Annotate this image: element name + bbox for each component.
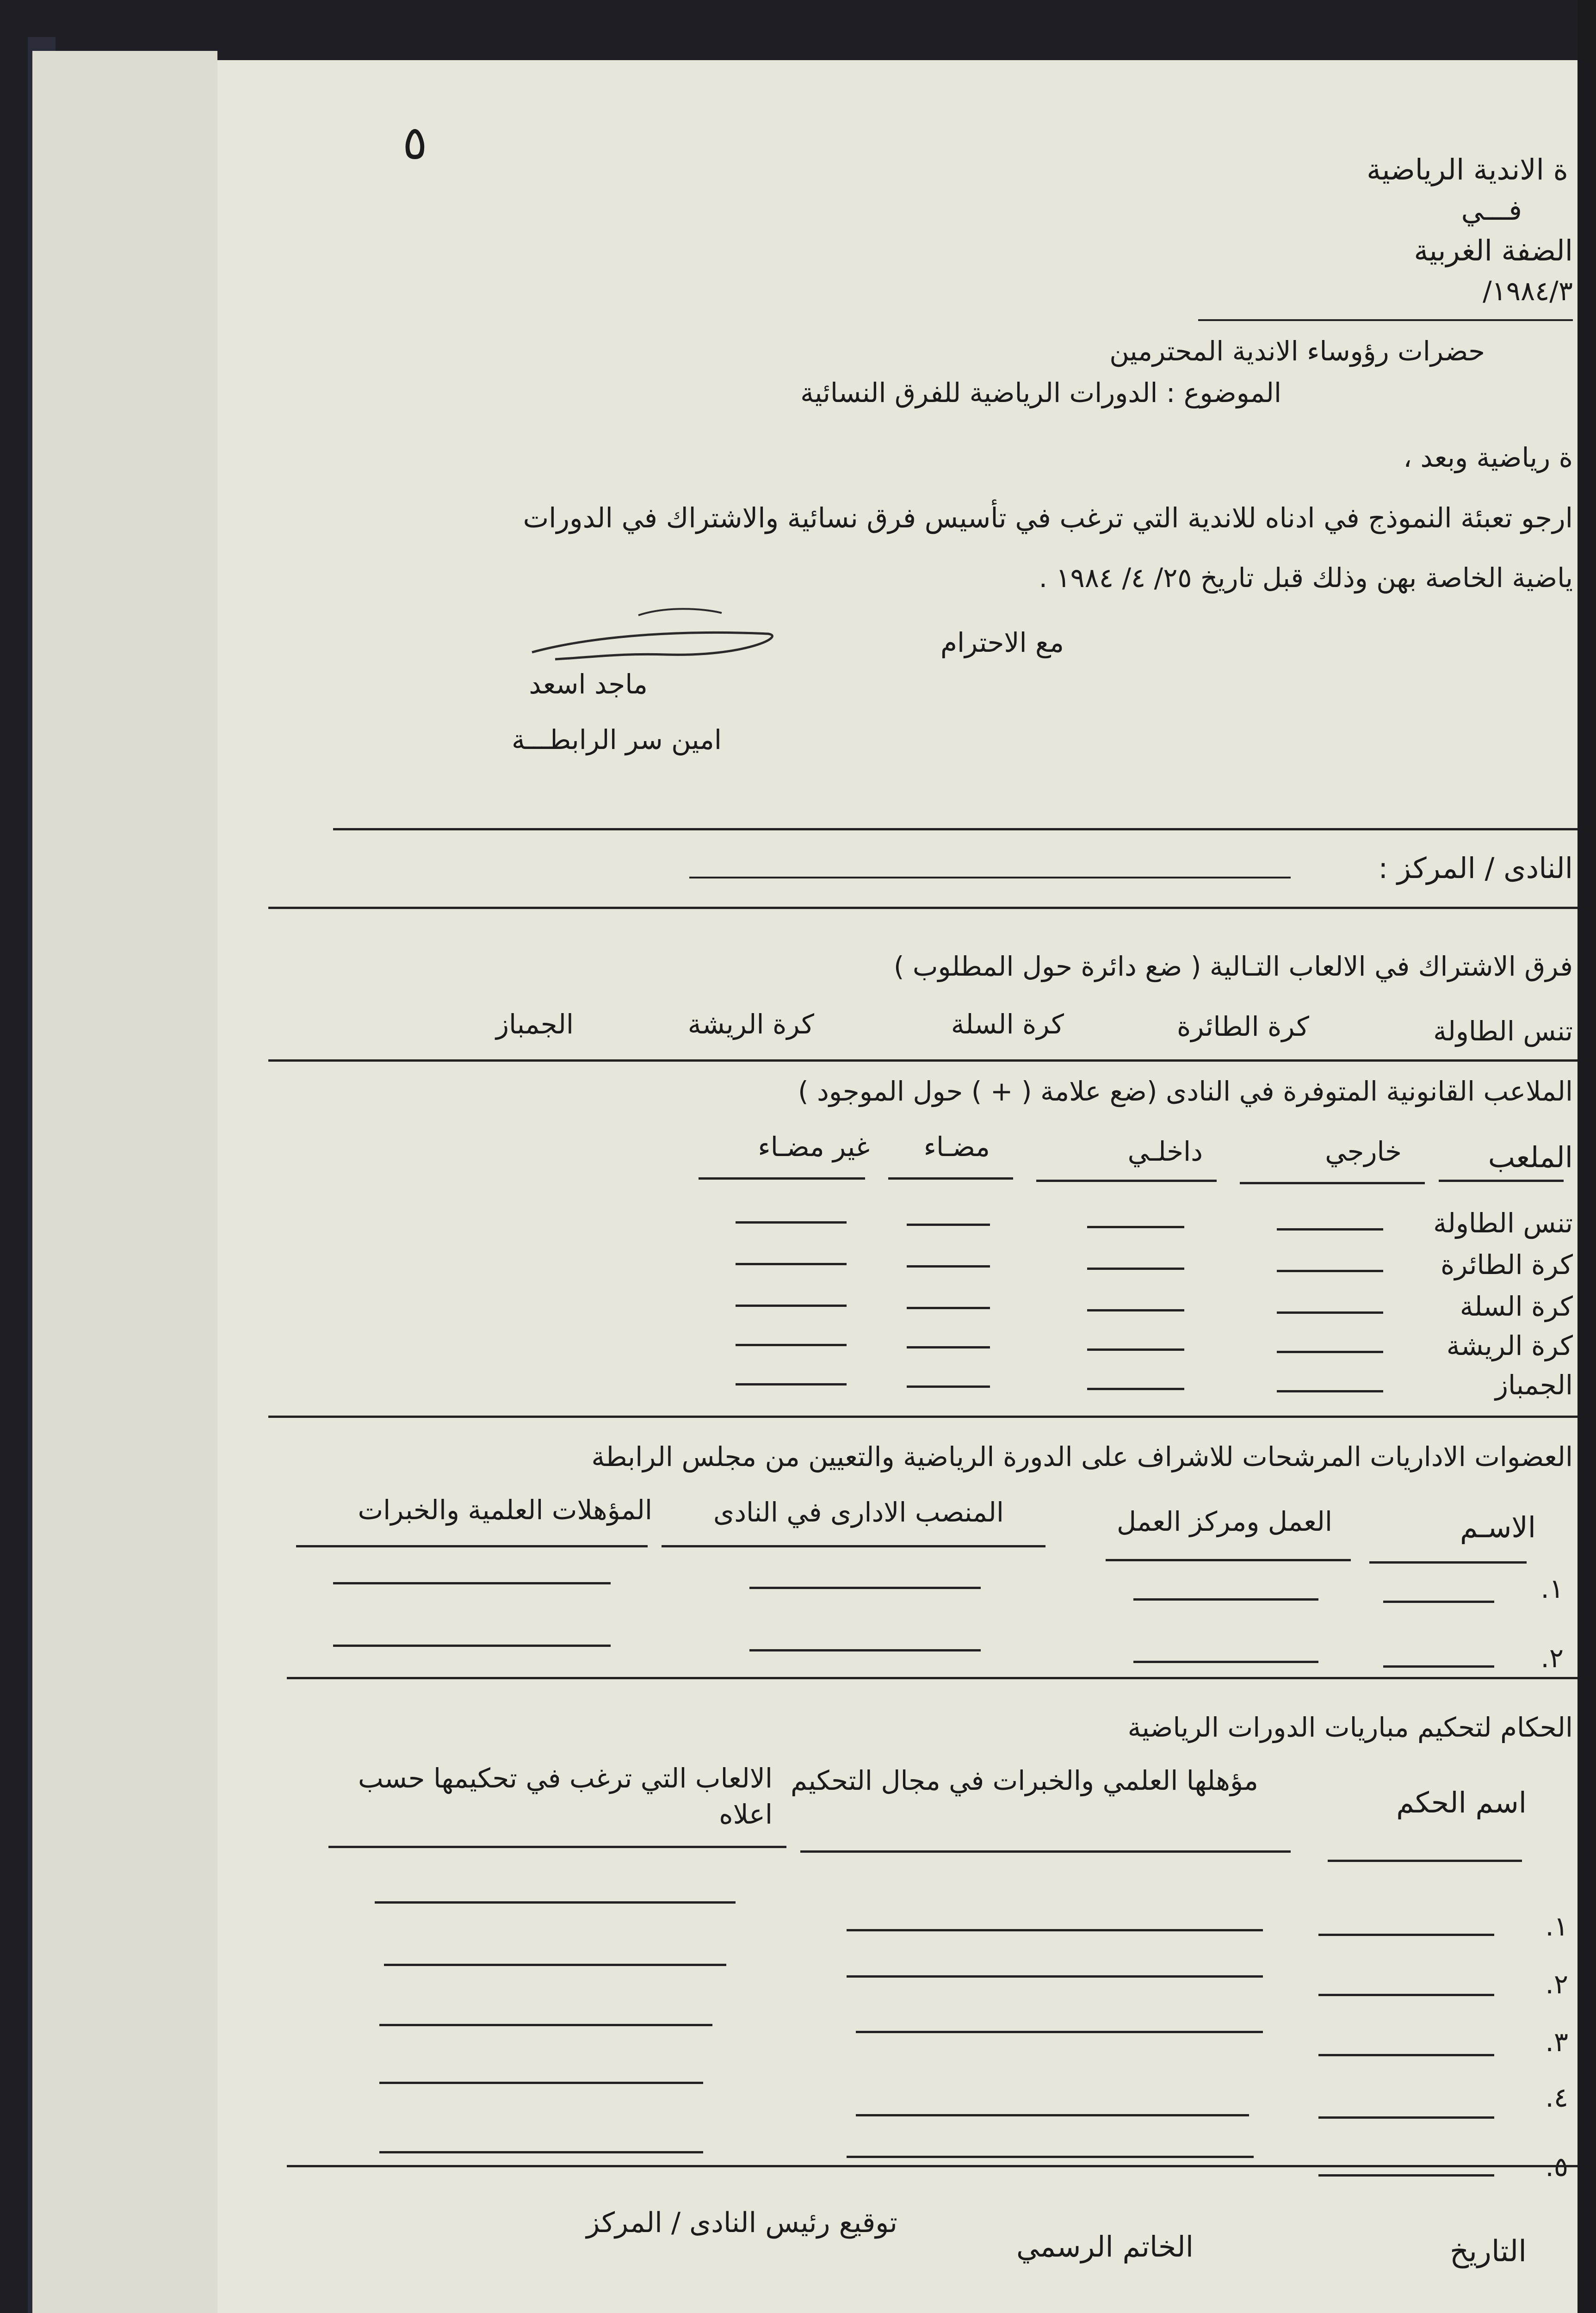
court-blank[interactable] xyxy=(1277,1390,1383,1392)
footer-date-label: التاريخ xyxy=(1449,2234,1527,2269)
letter-body-2: ياضية الخاصة بهن وذلك قبل تاريخ ٢٥/ ٤/ ١٩٨٤ . xyxy=(1039,562,1573,594)
game-gymnastics: الجمباز xyxy=(496,1008,574,1040)
admins-header-underline xyxy=(1369,1561,1527,1564)
court-blank[interactable] xyxy=(907,1265,990,1268)
page-edge xyxy=(1577,0,1596,2313)
footer-stamp-label: الخاتم الرسمي xyxy=(1016,2230,1194,2264)
courts-row-volleyball: كرة الطائرة xyxy=(1440,1249,1573,1280)
referee-blank[interactable] xyxy=(847,1975,1263,1978)
admins-row-num: ٢. xyxy=(1540,1642,1564,1674)
admin-blank[interactable] xyxy=(749,1587,981,1589)
court-blank[interactable] xyxy=(736,1221,847,1224)
court-blank[interactable] xyxy=(1277,1270,1383,1272)
referees-header-underline xyxy=(1328,1860,1522,1862)
admin-blank[interactable] xyxy=(1383,1601,1494,1603)
game-badminton: كرة الريشة xyxy=(687,1008,814,1040)
admins-header-underline xyxy=(296,1545,648,1547)
courts-title: الملاعب القانونية المتوفرة في النادى (ضع علامة ( + ) حول الموجود ) xyxy=(798,1076,1573,1107)
footer-signature-label: توقيع رئيس النادى / المركز xyxy=(586,2207,897,2239)
court-blank[interactable] xyxy=(907,1307,990,1309)
letter-body-1: ارجو تعبئة النموذج في ادناه للاندية التي ترغب في تأسيس فرق نسائية والاشتراك في الدورات xyxy=(523,502,1573,534)
courts-header-lit: مضـاء xyxy=(923,1131,990,1163)
court-blank[interactable] xyxy=(736,1383,847,1385)
letter-closing: مع الاحترام xyxy=(940,627,1064,658)
admins-title: العضوات الاداريات المرشحات للاشراف على الدورة الرياضية والتعيين من مجلس الرابطة xyxy=(591,1441,1573,1472)
signer-name: ماجد اسعد xyxy=(529,668,648,700)
referee-blank[interactable] xyxy=(847,1929,1263,1931)
courts-header-underline xyxy=(1240,1182,1425,1184)
admins-header-underline xyxy=(1106,1559,1351,1561)
courts-header-underline xyxy=(699,1177,865,1180)
admin-blank[interactable] xyxy=(749,1649,981,1651)
court-blank[interactable] xyxy=(1087,1388,1184,1390)
header-in: فـــي xyxy=(1461,194,1522,227)
admin-blank[interactable] xyxy=(333,1582,611,1584)
referee-blank[interactable] xyxy=(379,2024,712,2026)
referees-title: الحكام لتحكيم مباريات الدورات الرياضية xyxy=(1127,1712,1573,1743)
referee-blank[interactable] xyxy=(1318,2174,1494,2177)
referee-blank[interactable] xyxy=(856,2114,1249,2116)
referee-blank[interactable] xyxy=(1318,1994,1494,1996)
admins-header-name: الاسـم xyxy=(1460,1510,1536,1544)
court-blank[interactable] xyxy=(736,1305,847,1307)
header-rule xyxy=(1198,319,1573,321)
referees-header-underline xyxy=(328,1846,786,1848)
page-number: ٥ xyxy=(402,116,427,170)
signature xyxy=(527,601,786,666)
header-org: ة الاندية الرياضية xyxy=(1367,153,1568,186)
court-blank[interactable] xyxy=(907,1224,990,1226)
rule-1 xyxy=(333,828,1577,830)
court-blank[interactable] xyxy=(1277,1228,1383,1231)
header-date: ١٩٨٤/٣/ xyxy=(1483,275,1573,307)
courts-row-table-tennis: تنس الطاولة xyxy=(1433,1207,1573,1239)
referee-blank[interactable] xyxy=(1318,2054,1494,2056)
admin-blank[interactable] xyxy=(1133,1661,1318,1663)
referees-header-qualifications: مؤهلها العلمي والخبرات في مجال التحكيم xyxy=(791,1765,1258,1796)
rule-6 xyxy=(287,2165,1577,2167)
teams-title: فرق الاشتراك في الالعاب التـالية ( ضع دائرة حول المطلوب ) xyxy=(893,951,1573,982)
courts-header-underline xyxy=(1036,1180,1217,1182)
court-blank[interactable] xyxy=(1087,1226,1184,1228)
referee-blank[interactable] xyxy=(856,2031,1263,2033)
referees-row-num: ٤. xyxy=(1545,2082,1568,2113)
courts-header-indoor: داخلـي xyxy=(1127,1136,1203,1167)
game-volleyball: كرة الطائرة xyxy=(1176,1011,1309,1042)
letter-subject: الموضوع : الدورات الرياضية للفرق النسائية xyxy=(800,377,1281,408)
game-basketball: كرة السلة xyxy=(951,1008,1064,1040)
referee-blank[interactable] xyxy=(379,2151,703,2153)
courts-row-badminton: كرة الريشة xyxy=(1446,1330,1573,1361)
referees-header-underline xyxy=(800,1850,1291,1853)
admins-header-underline xyxy=(662,1545,1045,1547)
rule-5 xyxy=(287,1677,1577,1679)
court-blank[interactable] xyxy=(736,1263,847,1265)
referee-blank[interactable] xyxy=(1318,2116,1494,2119)
header-region: الضفة الغربية xyxy=(1414,234,1573,267)
binding-margin xyxy=(32,51,217,2313)
court-blank[interactable] xyxy=(736,1344,847,1346)
referee-blank[interactable] xyxy=(375,1901,736,1904)
court-blank[interactable] xyxy=(1087,1348,1184,1351)
letter-addressee: حضرات رؤوساء الاندية المحترمين xyxy=(1109,335,1485,367)
admins-header-position: المنصب الادارى في النادى xyxy=(713,1497,1004,1528)
rule-4 xyxy=(268,1416,1577,1418)
courts-header-court: الملعب xyxy=(1488,1140,1573,1174)
court-blank[interactable] xyxy=(1087,1268,1184,1270)
admin-blank[interactable] xyxy=(1383,1665,1494,1668)
courts-row-gymnastics: الجمباز xyxy=(1495,1369,1573,1401)
court-blank[interactable] xyxy=(907,1346,990,1348)
admins-header-qualifications: المؤهلات العلمية والخبرات xyxy=(358,1494,652,1526)
club-field-line[interactable] xyxy=(689,877,1291,878)
courts-header-underline xyxy=(888,1177,1013,1180)
admin-blank[interactable] xyxy=(1133,1598,1318,1601)
court-blank[interactable] xyxy=(1277,1351,1383,1353)
referees-row-num: ١. xyxy=(1545,1911,1568,1942)
referees-row-num: ٢. xyxy=(1545,1968,1568,2000)
referee-blank[interactable] xyxy=(1318,1934,1494,1936)
courts-header-underline xyxy=(1439,1180,1564,1182)
referee-blank[interactable] xyxy=(847,2156,1254,2158)
admin-blank[interactable] xyxy=(333,1645,611,1647)
club-label: النادى / المركز : xyxy=(1378,851,1573,885)
admins-row-num: ١. xyxy=(1540,1573,1564,1604)
referee-blank[interactable] xyxy=(379,2082,703,2084)
admins-header-work: العمل ومركز العمل xyxy=(1116,1506,1332,1537)
referees-row-num: ٣. xyxy=(1545,2026,1568,2058)
courts-header-outdoor: خارجي xyxy=(1325,1136,1402,1167)
court-blank[interactable] xyxy=(907,1385,990,1388)
courts-header-unlit: غير مضـاء xyxy=(758,1131,870,1163)
rule-3 xyxy=(268,1059,1577,1062)
courts-row-basketball: كرة السلة xyxy=(1460,1291,1573,1322)
game-table-tennis: تنس الطاولة xyxy=(1433,1015,1573,1047)
rule-2 xyxy=(268,907,1577,909)
referees-header-name: اسم الحكم xyxy=(1396,1786,1527,1819)
court-blank[interactable] xyxy=(1277,1311,1383,1314)
letter-greeting: ة رياضية وبعد ، xyxy=(1403,442,1573,473)
referee-blank[interactable] xyxy=(384,1964,726,1966)
court-blank[interactable] xyxy=(1087,1309,1184,1311)
signer-title: امين سر الرابطـــة xyxy=(511,724,722,755)
referees-header-games: الالعاب التي ترغب في تحكيمها حسب اعلاه xyxy=(358,1763,773,1831)
